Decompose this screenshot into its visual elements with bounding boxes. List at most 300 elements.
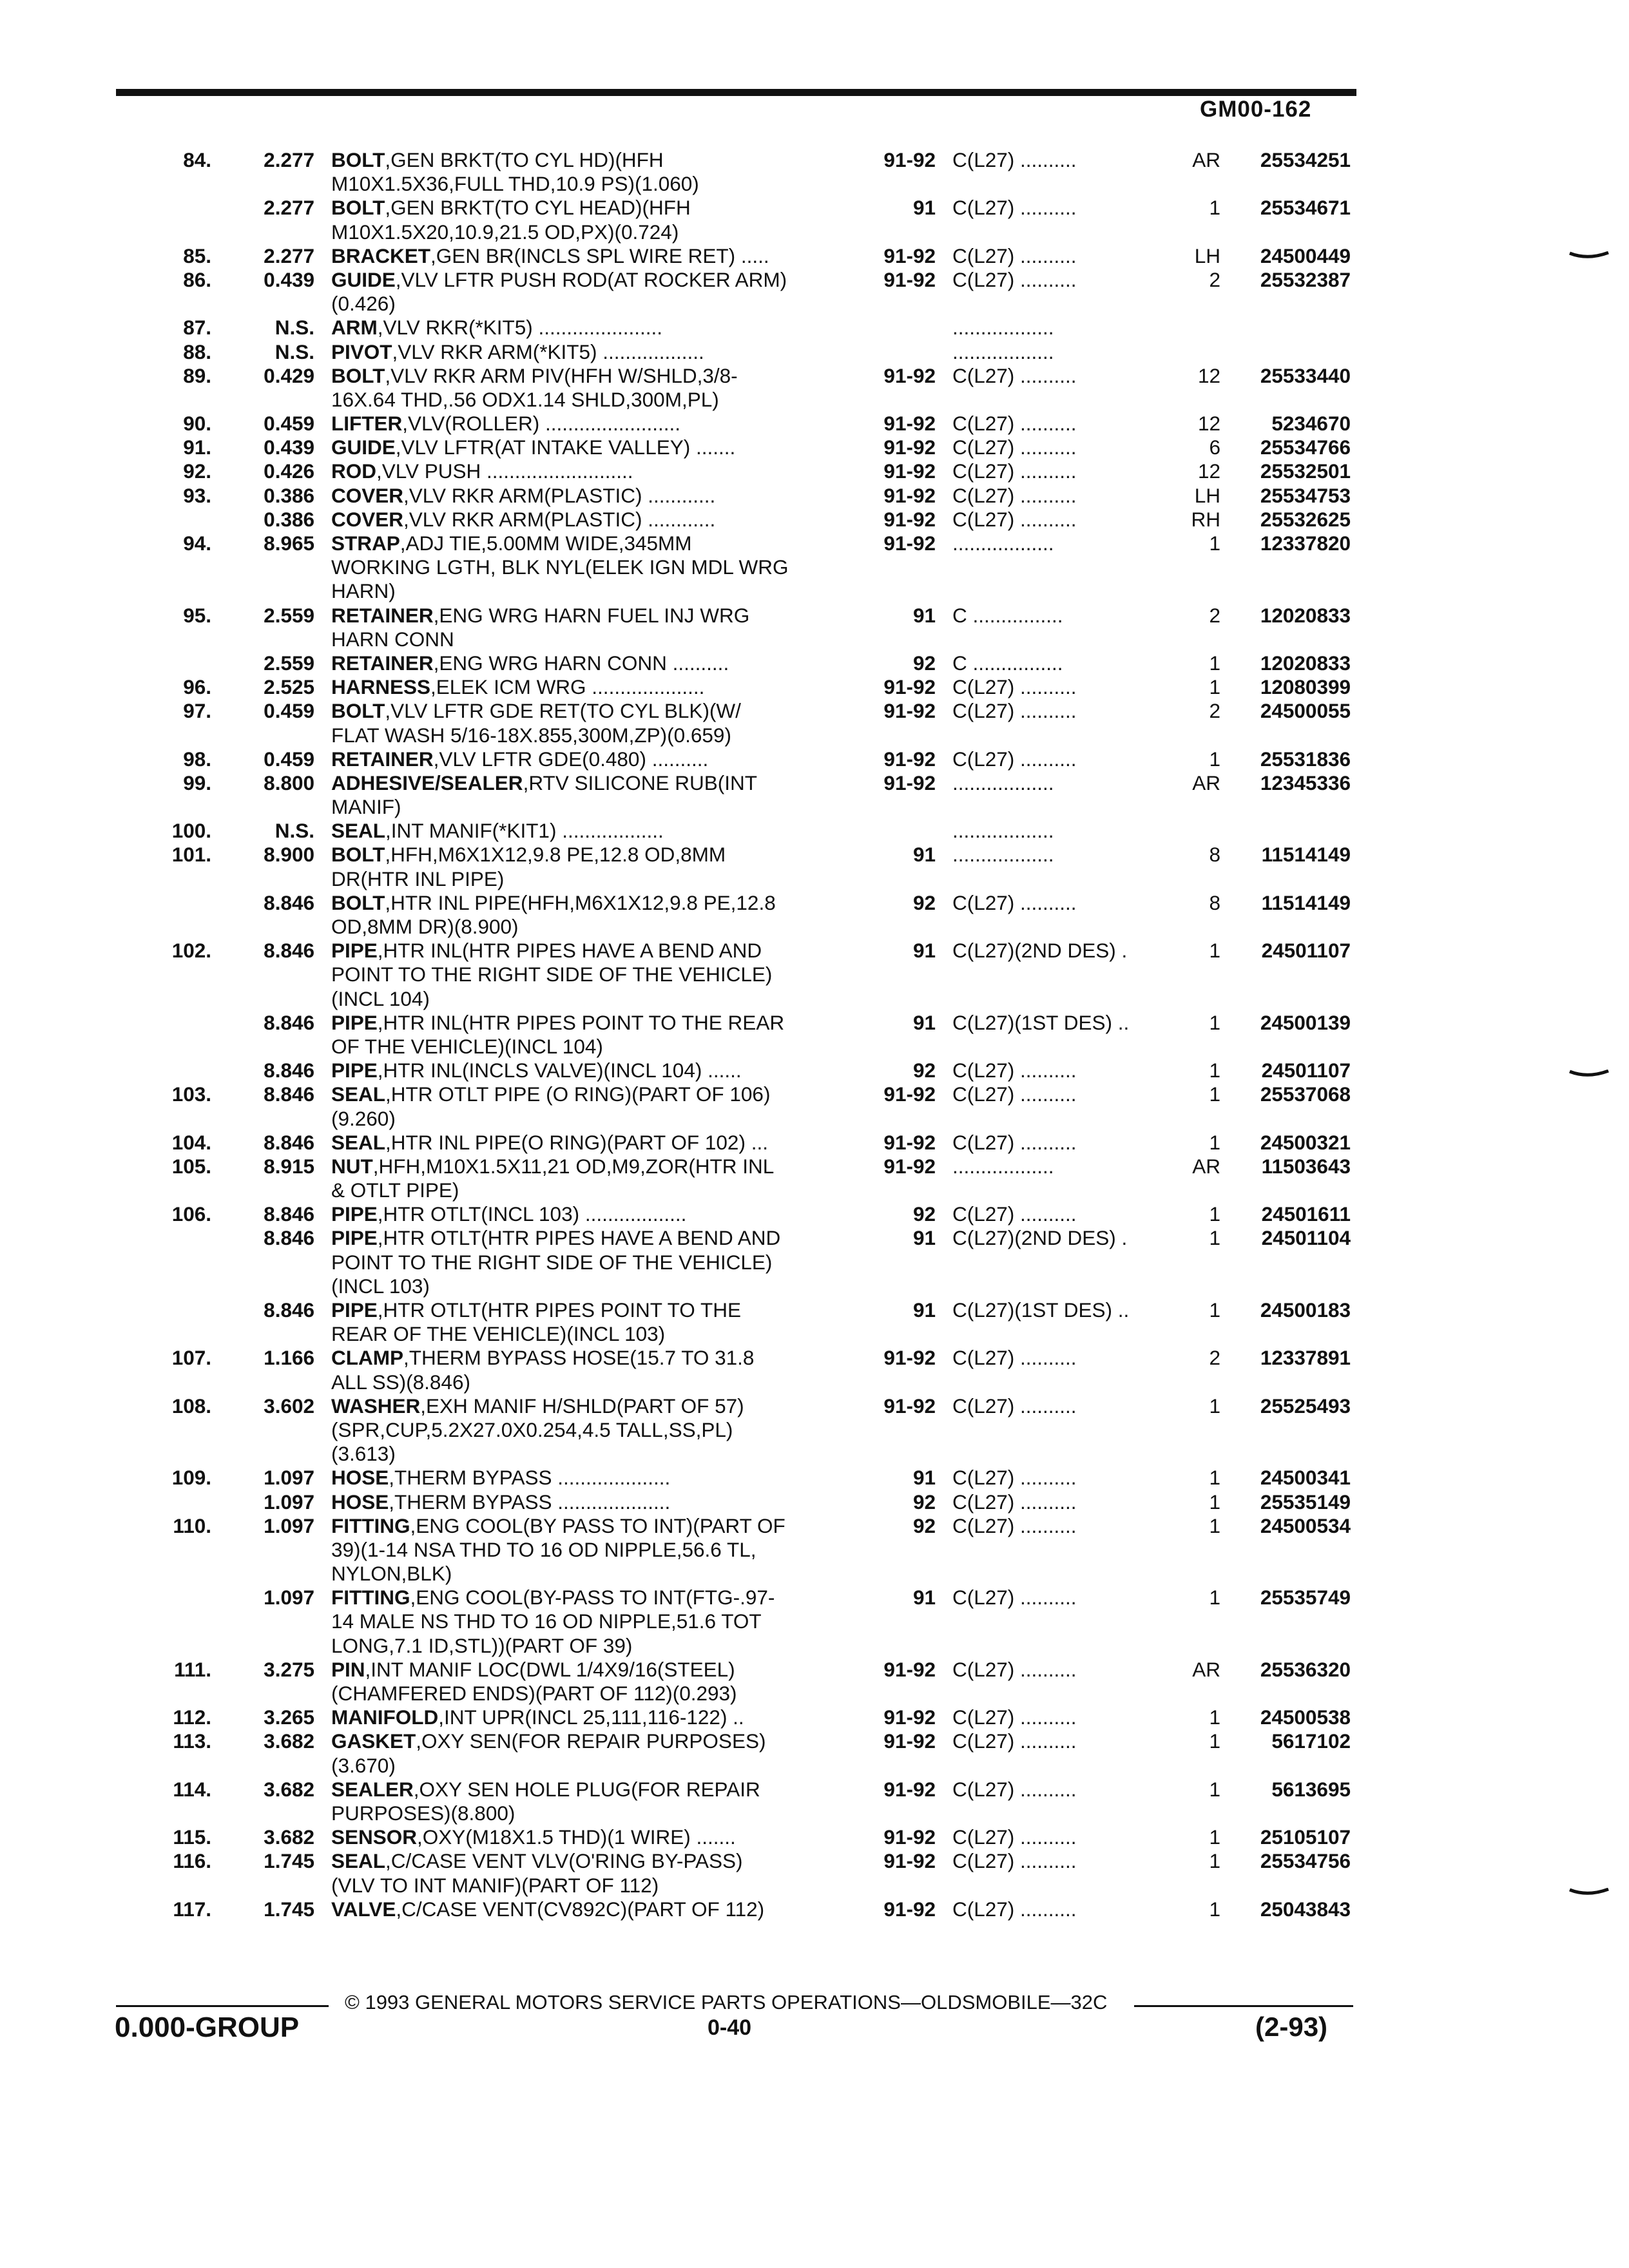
part-number: 24500055 [1260,699,1351,723]
group-number: 8.965 [264,532,314,555]
part-description-text: ,VLV PUSH .......................... [376,459,633,483]
part-description-text: (CHAMFERED ENDS)(PART OF 112)(0.293) [331,1682,737,1705]
part-description-text: ,EXH MANIF H/SHLD(PART OF 57) [420,1394,744,1418]
part-name: CLAMP [331,1346,403,1370]
part-description-text: ,HTR INL PIPE(O RING)(PART OF 102) ... [385,1130,768,1154]
group-number: 3.682 [264,1729,314,1753]
page-number: 0-40 [708,2015,752,2040]
table-row [0,340,1629,364]
table-row [0,915,1629,939]
group-number: 0.459 [264,412,314,436]
part-number: 24500534 [1260,1514,1351,1537]
group-number: 3.265 [264,1706,314,1729]
part-description-text: M10X1.5X36,FULL THD,10.9 PS)(1.060) [331,172,699,196]
quantity: 1 [1209,1777,1220,1801]
group-number: 1.097 [264,1514,314,1537]
part-description-text: ,RTV SILICONE RUB(INT [523,771,758,794]
item-number: 110. [173,1514,211,1537]
part-description [331,340,860,364]
series-code: C(L27) .......... [952,1897,1077,1921]
part-description [331,508,860,532]
model-years: 91-92 [883,507,936,531]
group-number: N.S. [275,316,314,340]
part-name: BOLT [331,890,385,914]
part-description [331,1825,860,1849]
part-name: COVER [331,483,404,507]
model-years: 91-92 [883,363,936,387]
quantity: 1 [1209,1490,1220,1514]
part-description-text: ,INT MANIF(*KIT1) .................. [385,819,664,843]
table-row [0,675,1629,699]
series-code: C(L27) .......... [952,1586,1077,1610]
item-number: 85. [183,244,211,267]
model-years: 91-92 [883,1777,936,1801]
part-description-text: ,HTR OTLT PIPE (O RING)(PART OF 106) [385,1082,771,1106]
part-description-text: ,C/CASE VENT(CV892C)(PART OF 112) [396,1897,765,1921]
part-name: HOSE [331,1466,389,1490]
table-row [0,1634,1629,1658]
group-number: 8.846 [264,1130,314,1154]
part-description [331,1418,860,1442]
part-description-text: POINT TO THE RIGHT SIDE OF THE VEHICLE) [331,1250,773,1274]
series-code: C(L27) .......... [952,1777,1077,1801]
model-years: 91-92 [883,267,936,291]
quantity: 12 [1197,363,1220,387]
table-row [0,172,1629,196]
table-row [0,1155,1629,1178]
model-years: 91 [912,1226,936,1250]
part-description [331,1322,860,1346]
table-row [0,1849,1629,1873]
part-description-text: ,HTR INL(HTR PIPES HAVE A BEND AND [377,939,762,963]
series-code: C(L27)(2ND DES) . [952,939,1128,963]
part-description-text: ,THERM BYPASS .................... [389,1466,671,1490]
part-number: 12020833 [1260,603,1351,627]
part-number: 24501611 [1261,1202,1351,1226]
item-number: 98. [183,747,211,771]
item-number: 109. [171,1466,211,1490]
series-code: C ................ [952,603,1063,627]
margin-tick-mark [1568,1070,1610,1080]
quantity: 1 [1209,1010,1220,1034]
model-years: 91-92 [883,1130,936,1154]
table-row [0,651,1629,675]
part-name: BOLT [331,196,385,220]
part-description [331,1370,860,1394]
part-description [331,724,860,747]
part-number: 25534766 [1260,436,1351,459]
part-number: 25534756 [1260,1849,1351,1873]
model-years: 91-92 [883,483,936,507]
item-number: 92. [183,459,211,483]
table-row [0,604,1629,628]
group-number: 0.439 [264,436,314,459]
series-code: C(L27) .......... [952,412,1077,436]
model-years: 92 [912,890,936,914]
part-description-text: ,HTR INL(INCLS VALVE)(INCL 104) ...... [377,1059,742,1082]
part-description [331,1874,860,1898]
part-name: NUT [331,1154,373,1178]
part-name: GASKET [331,1729,416,1753]
quantity: 12 [1197,412,1220,436]
group-number: 2.277 [264,196,314,220]
part-description [331,1346,860,1370]
part-description [331,1082,860,1106]
part-description-text: (9.260) [331,1106,396,1130]
quantity: 8 [1209,843,1220,867]
part-description [331,1226,860,1250]
part-name: PIPE [331,1202,378,1226]
item-number: 113. [173,1729,211,1753]
part-description-text: (VLV TO INT MANIF)(PART OF 112) [331,1873,659,1897]
group-number: 8.846 [264,1298,314,1321]
part-number: 24500321 [1260,1130,1351,1154]
part-name: GUIDE [331,436,396,459]
part-number: 11503643 [1261,1154,1351,1178]
series-code: C(L27) .......... [952,1202,1077,1226]
table-row [0,1251,1629,1274]
item-number: 100. [171,819,211,843]
series-code: C(L27) .......... [952,675,1077,699]
series-code: C(L27) .......... [952,483,1077,507]
group-number: 0.426 [264,459,314,483]
part-name: SEAL [331,1849,386,1873]
part-name: WASHER [331,1394,421,1418]
model-years: 92 [912,1202,936,1226]
part-description-text: ,VLV RKR(*KIT5) ...................... [377,316,663,340]
item-number: 106. [171,1202,211,1226]
table-row [0,795,1629,819]
model-years: 91-92 [883,747,936,771]
model-years: 92 [912,1514,936,1537]
part-name: COVER [331,507,404,531]
model-years: 91-92 [883,412,936,436]
part-number: 25105107 [1260,1825,1351,1849]
part-description [331,1298,860,1322]
part-number: 25531836 [1260,747,1351,771]
item-number: 108. [171,1394,211,1418]
model-years: 91 [912,939,936,963]
series-code: C(L27) .......... [952,890,1077,914]
series-code: C(L27) .......... [952,1849,1077,1873]
part-description-text: ,INT MANIF LOC(DWL 1/4X9/16(STEEL) [365,1657,735,1681]
part-description [331,1059,860,1082]
quantity: 1 [1209,675,1220,699]
part-name: RETAINER [331,651,434,675]
group-number: 2.559 [264,651,314,675]
quantity: 12 [1197,459,1220,483]
quantity: 1 [1209,196,1220,220]
item-number: 93. [183,483,211,507]
part-description-text: ,HTR OTLT(HTR PIPES POINT TO THE [377,1298,741,1321]
part-description-text: LONG,7.1 ID,STL))(PART OF 39) [331,1633,633,1657]
part-description [331,1466,860,1490]
quantity: 1 [1209,1849,1220,1873]
part-description-text: ,GEN BRKT(TO CYL HD)(HFH [385,148,664,171]
part-number: 25536320 [1260,1657,1351,1681]
quantity: 1 [1209,651,1220,675]
document-code: GM00-162 [1200,97,1312,122]
part-description-text: (3.613) [331,1442,396,1466]
series-code: C(L27) .......... [952,1394,1077,1418]
item-number: 102. [171,939,211,963]
group-number: 1.166 [264,1346,314,1370]
quantity: 1 [1209,1298,1220,1321]
item-number: 96. [183,675,211,699]
part-number: 12020833 [1260,651,1351,675]
part-description [331,244,860,268]
model-years: 91 [912,1466,936,1490]
part-description-text: ,VLV RKR ARM(*KIT5) .................. [392,340,704,363]
quantity: AR [1192,771,1220,794]
part-description [331,1634,860,1658]
group-number: N.S. [275,340,314,363]
quantity: 1 [1209,532,1220,555]
model-years: 91-92 [883,1849,936,1873]
part-name: SENSOR [331,1825,418,1849]
item-number: 88. [183,340,211,363]
table-row [0,148,1629,172]
part-description-text: OF THE VEHICLE)(INCL 104) [331,1034,603,1058]
model-years: 91-92 [883,1346,936,1370]
group-number: 8.800 [264,771,314,794]
part-description [331,412,860,436]
table-row [0,1658,1629,1682]
table-row [0,436,1629,459]
group-number: 1.097 [264,1490,314,1514]
model-years: 91 [912,603,936,627]
part-description [331,1682,860,1706]
group-number: 3.602 [264,1394,314,1418]
part-description-text: OD,8MM DR)(8.900) [331,915,519,938]
quantity: 1 [1209,1059,1220,1082]
model-years: 91-92 [883,1706,936,1729]
series-code: C(L27) .......... [952,1729,1077,1753]
item-number: 112. [173,1706,211,1729]
model-years: 92 [912,1490,936,1514]
part-name: BOLT [331,843,385,867]
quantity: LH [1194,244,1220,267]
part-description [331,1274,860,1298]
table-row [0,1178,1629,1202]
table-row [0,412,1629,436]
part-description-text: POINT TO THE RIGHT SIDE OF THE VEHICLE) [331,963,773,986]
part-name: SEAL [331,819,386,843]
quantity: 1 [1209,1466,1220,1490]
item-number: 114. [173,1777,211,1801]
quantity: 1 [1209,1202,1220,1226]
part-number: 25532501 [1260,459,1351,483]
part-description-text: (0.426) [331,292,396,316]
group-number: 8.846 [264,1059,314,1082]
part-description [331,1202,860,1226]
part-description-text: (3.670) [331,1753,396,1777]
group-number: 8.846 [264,890,314,914]
item-number: 90. [183,412,211,436]
part-number: 24500538 [1260,1706,1351,1729]
table-row [0,1802,1629,1825]
part-description [331,1035,860,1059]
quantity: LH [1194,483,1220,507]
item-number: 103. [171,1082,211,1106]
part-description-text: ,VLV(ROLLER) ........................ [402,412,681,436]
table-row [0,724,1629,747]
part-description-text: 39)(1-14 NSA THD TO 16 OD NIPPLE,56.6 TL, [331,1537,757,1561]
group-number: 3.682 [264,1777,314,1801]
series-code: C(L27) .......... [952,747,1077,771]
item-number: 115. [173,1825,211,1849]
table-row [0,1322,1629,1346]
part-description [331,1802,860,1825]
table-row [0,867,1629,891]
part-description [331,579,860,603]
item-number: 94. [183,532,211,555]
part-description-text: ,ENG WRG HARN CONN .......... [433,651,729,675]
model-years: 91-92 [883,436,936,459]
model-years: 91-92 [883,459,936,483]
table-row [0,1035,1629,1059]
part-description [331,651,860,675]
part-name: ARM [331,316,378,340]
table-row [0,1442,1629,1466]
part-description [331,819,860,843]
table-row [0,1514,1629,1538]
part-description-text: (SPR,CUP,5.2X27.0X0.254,4.5 TALL,SS,PL) [331,1418,733,1441]
part-description-text: WORKING LGTH, BLK NYL(ELEK IGN MDL WRG [331,555,789,579]
part-description [331,604,860,628]
group-number: 0.429 [264,363,314,387]
part-description [331,867,860,891]
part-name: HOSE [331,1490,389,1514]
series-code: C(L27) .......... [952,1082,1077,1106]
group-number: 8.846 [264,1202,314,1226]
table-row [0,220,1629,244]
model-years: 92 [912,1059,936,1082]
part-name: RETAINER [331,747,434,771]
table-row [0,1610,1629,1633]
part-description [331,532,860,555]
table-row [0,1011,1629,1035]
quantity: 1 [1209,1394,1220,1418]
series-code: C(L27) .......... [952,1346,1077,1370]
model-years: 91-92 [883,1082,936,1106]
part-description [331,1586,860,1610]
item-number: 111. [174,1657,211,1681]
part-description [331,220,860,244]
quantity: 2 [1209,267,1220,291]
part-description-text: ,ELEK ICM WRG .................... [430,675,705,699]
page-footer [0,1990,1629,2067]
part-description [331,1490,860,1514]
table-row [0,1754,1629,1778]
series-code: C(L27) .......... [952,1130,1077,1154]
group-number: N.S. [275,819,314,843]
part-name: STRAP [331,532,400,555]
part-description [331,1849,860,1873]
table-row [0,699,1629,723]
model-years: 91 [912,843,936,867]
part-description-text: ,VLV LFTR GDE RET(TO CYL BLK)(W/ [385,699,741,723]
part-description [331,1706,860,1729]
part-description-text: MANIF) [331,795,401,819]
group-label: 0.000-GROUP [115,2012,300,2043]
part-description-text: ,ADJ TIE,5.00MM WIDE,345MM [400,532,692,555]
item-number: 95. [183,603,211,627]
part-description [331,1107,860,1131]
part-description [331,987,860,1011]
table-row [0,891,1629,915]
part-number: 25532625 [1260,507,1351,531]
part-description [331,1251,860,1274]
part-description [331,795,860,819]
table-row [0,1586,1629,1610]
part-name: PIVOT [331,340,392,363]
part-name: MANIFOLD [331,1706,439,1729]
group-number: 2.277 [264,148,314,171]
part-description [331,316,860,340]
part-description-text: ,HFH,M10X1.5X11,21 OD,M9,ZOR(HTR INL [372,1154,775,1178]
part-name: BOLT [331,148,385,171]
part-name: FITTING [331,1514,410,1537]
item-number: 104. [171,1130,211,1154]
group-number: 0.386 [264,483,314,507]
model-years: 91 [912,1298,936,1321]
part-description-text: ,HTR INL(HTR PIPES POINT TO THE REAR [377,1010,785,1034]
group-number: 0.386 [264,507,314,531]
part-description-text: ,OXY SEN HOLE PLUG(FOR REPAIR [413,1777,760,1801]
part-name: ADHESIVE/SEALER [331,771,523,794]
copyright-text: © 1993 GENERAL MOTORS SERVICE PARTS OPERATIONS—OLDSMOBILE—32C [345,1991,1108,2013]
part-description-text: 14 MALE NS THD TO 16 OD NIPPLE,51.6 TOT [331,1610,762,1633]
part-description [331,484,860,508]
part-name: RETAINER [331,603,434,627]
series-code: .................. [952,771,1054,794]
table-row [0,963,1629,986]
part-description-text: ALL SS)(8.846) [331,1370,470,1394]
table-row [0,1682,1629,1706]
part-description-text: ,HTR INL PIPE(HFH,M6X1X12,9.8 PE,12.8 [385,890,776,914]
part-name: PIPE [331,1059,378,1082]
table-row [0,364,1629,388]
part-description-text: ,VLV LFTR GDE(0.480) .......... [433,747,709,771]
group-number: 1.745 [264,1897,314,1921]
part-description-text: HARN) [331,579,396,603]
series-code: C(L27) .......... [952,459,1077,483]
table-row [0,292,1629,316]
table-row [0,819,1629,843]
quantity: 2 [1209,699,1220,723]
part-description [331,172,860,196]
series-code: C(L27)(1ST DES) .. [952,1010,1130,1034]
item-number: 84. [183,148,211,171]
model-years: 91-92 [883,148,936,171]
part-number: 11514149 [1261,890,1351,914]
part-description [331,891,860,915]
part-number: 25043843 [1260,1897,1351,1921]
table-row [0,1059,1629,1082]
part-name: PIPE [331,1010,378,1034]
quantity: 1 [1209,1729,1220,1753]
table-row [0,1346,1629,1370]
table-row [0,1202,1629,1226]
table-row [0,1131,1629,1155]
part-description [331,1538,860,1562]
part-description-text: ,ENG WRG HARN FUEL INJ WRG [433,603,750,627]
series-code: C(L27) .......... [952,148,1077,171]
part-description [331,1658,860,1682]
table-row [0,1082,1629,1106]
part-name: PIPE [331,1226,378,1250]
